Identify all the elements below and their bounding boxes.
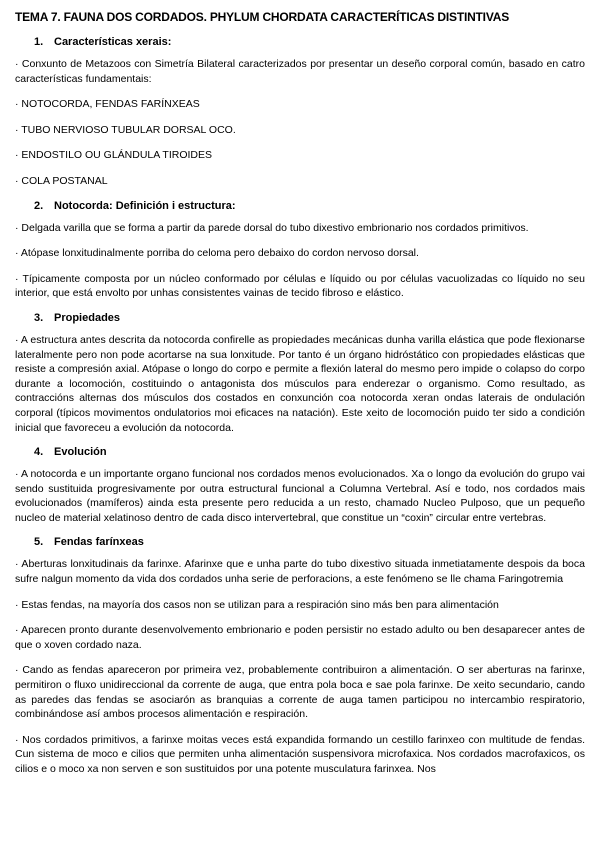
paragraph: · Delgada varilla que se forma a partir da parede dorsal do tubo dixestivo embrionario nos cordados primitivos.	[15, 221, 529, 234]
paragraph: · TUBO NERVIOSO TUBULAR DORSAL OCO.	[15, 123, 236, 136]
paragraph: · NOTOCORDA, FENDAS FARÍNXEAS	[15, 98, 200, 111]
document-page	[15, 10, 585, 788]
section-heading-5: 5. Fendas farínxeas	[34, 536, 144, 549]
section-heading-3: 3. Propiedades	[34, 311, 121, 324]
section-heading-2: 2. Notocorda: Definición i estructura:	[34, 199, 236, 212]
paragraph: · Aberturas lonxitudinais da farinxe. Afarinxe que e unha parte do tubo dixestivo situada inmetiatamente despois da boca sufre nalgun momento da vida dos cordados unha serie de perforacions, a este fenómeno se lle chama Faringotremia	[15, 558, 585, 586]
paragraph: · Estas fendas, na mayoría dos casos non se utilizan para a respiración sino más ben para alimentación	[15, 598, 499, 611]
paragraph: · A notocorda e un importante organo funcional nos cordados menos evolucionados. Xa o longo da evolución do grupo vai sendo sustituida progresivamente por outra estructural funcional a Columna Vertebral. Así e todo, nos cordados mais evolucionados (mamíferos) ainda esta presente pero reducida a un resto, chamado Nucleo Pulposo, que un pequeño nucleo de material xelatinoso dentro de cada disco intervertebral, que constitue un “coxin” circular entre vertebras.	[15, 468, 585, 524]
section-heading-4: 4. Evolución	[34, 446, 107, 459]
paragraph: · ENDOSTILO OU GLÁNDULA TIROIDES	[15, 149, 213, 162]
paragraph: · COLA POSTANAL	[15, 174, 108, 187]
section-heading-1: 1. Características xerais:	[34, 36, 172, 48]
paragraph: · Conxunto de Metazoos con Simetría Bilateral caracterizados por presentar un deseño corporal común, basado en catro características fundamentais:	[15, 58, 585, 85]
paragraph: · Típicamente composta por un núcleo conformado por células e líquido ou por células vacuolizadas co líquido no seu interior, que está envolto por unhas consistentes vainas de tecido fibroso e elástico.	[15, 272, 585, 300]
paragraph: · Nos cordados primitivos, a farinxe moitas veces está expandida formando un cestillo farinxeo con multitude de fendas. Cun sistema de moco e cilios que permiten unha alimentación suspensivora microfaxica. Nos cordados macrofaxicos, os cilios e o moco xa non serven e son sustituidos por una potente musculatura farinxea. Nos	[15, 733, 585, 775]
paragraph: · A estructura antes descrita da notocorda confirelle as propiedades mecánicas dunha varilla elástica que pode flexionarse lateralmente pero non pode acortarse na sua lonxitude. Por tanto é un órgano hidróstático con propiedades elásticas que resiste a compresión axial. Atópase o longo do corpo e permite a flexión lateral do mesmo pero impide o colapso do corpo durante a locomoción, costituindo o antagonista dos músculos para enderezar o organismo. Como resultado, as contraccións alternas dos músculos dos costados en conxunción coa notocorda xeran ondas laterais de ondulación corporal (típicos movimentos ondulatorios moi eficaces na natación). Este xeito de locomoción puido ter sido a condición inicial que favoreceu a evolución da notocorda.	[15, 333, 585, 434]
document-title: TEMA 7. FAUNA DOS CORDADOS. PHYLUM CHORDATA CARACTERÍTICAS DISTINTIVAS	[15, 10, 510, 24]
paragraph: · Aparecen pronto durante desenvolvemento embrionario e poden persistir no estado adulto ou ben desaparecer antes de que o xoven cordado naza.	[15, 624, 585, 651]
paragraph: · Cando as fendas apareceron por primeira vez, probablemente contribuiron a alimentación. O ser aberturas na farinxe, permitiron o fluxo unidireccional da corrente de auga, que entra pola boca e sae pola farinxe. De xeito secundario, cando as paredes das fendas se asociarón as branquias a corrente de auga tamen participou no intercambio respiratorio, combinándose así ambos procesos alimentación e respiración.	[15, 664, 585, 721]
paragraph: · Atópase lonxitudinalmente porriba do celoma pero debaixo do cordon nervoso dorsal.	[15, 247, 419, 260]
